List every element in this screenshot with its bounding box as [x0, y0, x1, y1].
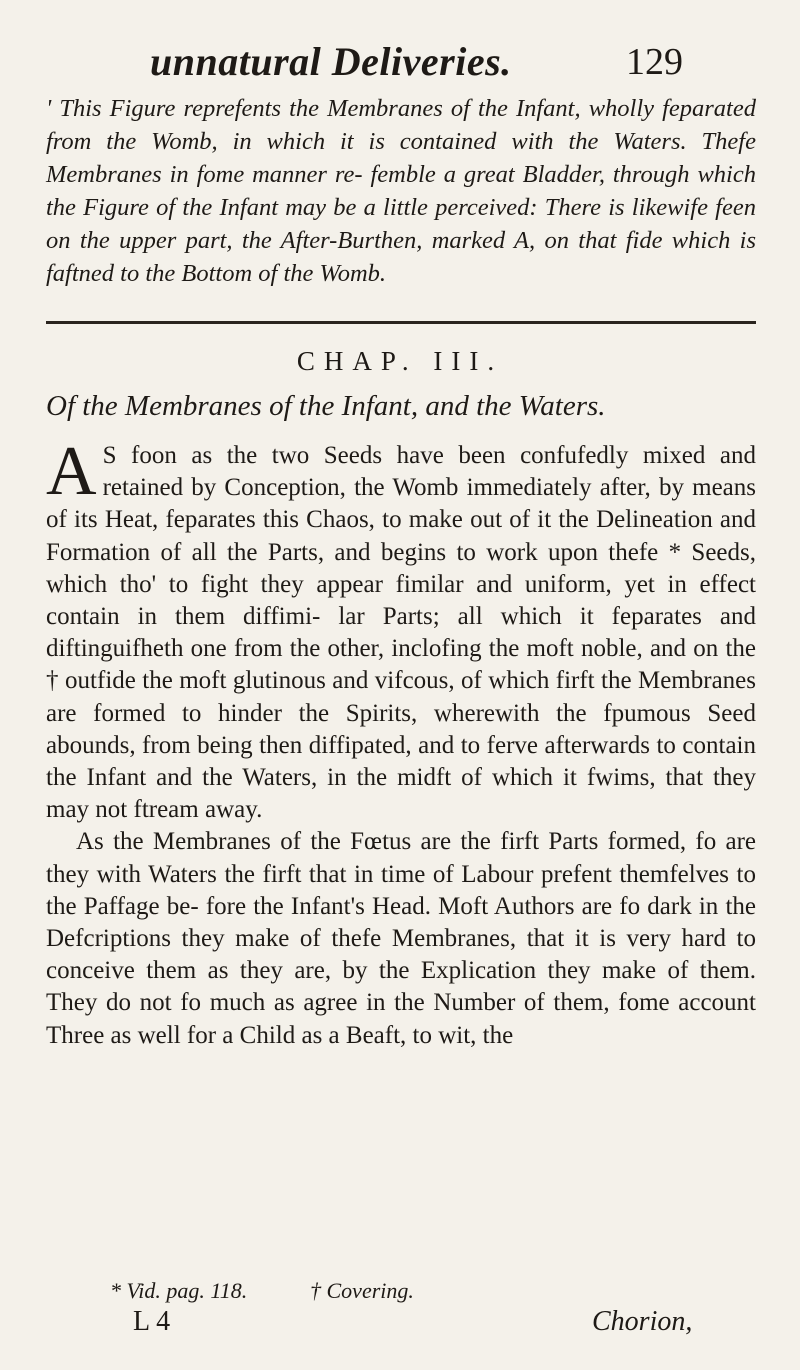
- signature-mark: L 4: [133, 1306, 171, 1337]
- chapter-title: Of the Membranes of the Infant, and the Waters.: [46, 390, 606, 422]
- footnotes: [110, 1278, 750, 1304]
- body-text: [46, 433, 756, 1052]
- paragraph-1-text: S foon as the two Seeds have been confufedly mixed and retained by Conception, the Womb immediately after, by means of its Heat, feparates this Chaos, to make out of it the Delineation and Formation of all the Parts, and begins to work upon thefe * Seeds, which tho' to fight they appear fimilar and uniform, yet in effect contain in them diffimi- lar Parts; all which it feparates and diftinguifheth one from the other, inclofing the moft noble, and on the † outfide the moft glutinous and vifcous, of which firft the Membranes are formed to hinder the Spirits, wherewith the fpumous Seed abounds, from being then diffipated, and to ferve afterwards to contain the Infant and the Waters, in the midft of which it fwims, that they may not ftream away.: [46, 442, 756, 824]
- section-divider: [46, 321, 756, 324]
- running-title: unnatural Deliveries.: [150, 39, 512, 84]
- paragraph-2: As the Membranes of the Fœtus are the firft Parts formed, fo are they with Waters the firft that in time of Labour prefent themfelves to the Paffage be- fore the Infant's Head. Moft Authors are fo dark in the Defcriptions they make of thefe Membranes, that it is very hard to conceive them as they are, by the Explication they make of them. They do not fo much as agree in the Number of them, fome account Three as well for a Child as a Beaft, to wit, the: [46, 828, 756, 1049]
- footnote-2: † Covering.: [310, 1278, 414, 1303]
- catchword: Chorion,: [592, 1306, 693, 1337]
- running-header: [150, 38, 670, 85]
- page-number: 129: [626, 41, 683, 83]
- chapter-heading: CHAP. III.: [296, 346, 504, 376]
- drop-cap: A: [46, 433, 97, 510]
- paragraph-1: [46, 433, 756, 826]
- footnote-1: * Vid. pag. 118.: [110, 1278, 248, 1303]
- figure-caption: ' This Figure reprefents the Membranes of the Infant, wholly feparated from the Womb, in which it is contained with the Waters. Thefe Membranes in fome manner re- femble a great Bladder, through which the Figure of the Infant may be a little perceived: There is likewife feen on the upper part, the After-Burthen, marked A, on that fide which is faftned to the Bottom of the Womb.: [46, 95, 756, 287]
